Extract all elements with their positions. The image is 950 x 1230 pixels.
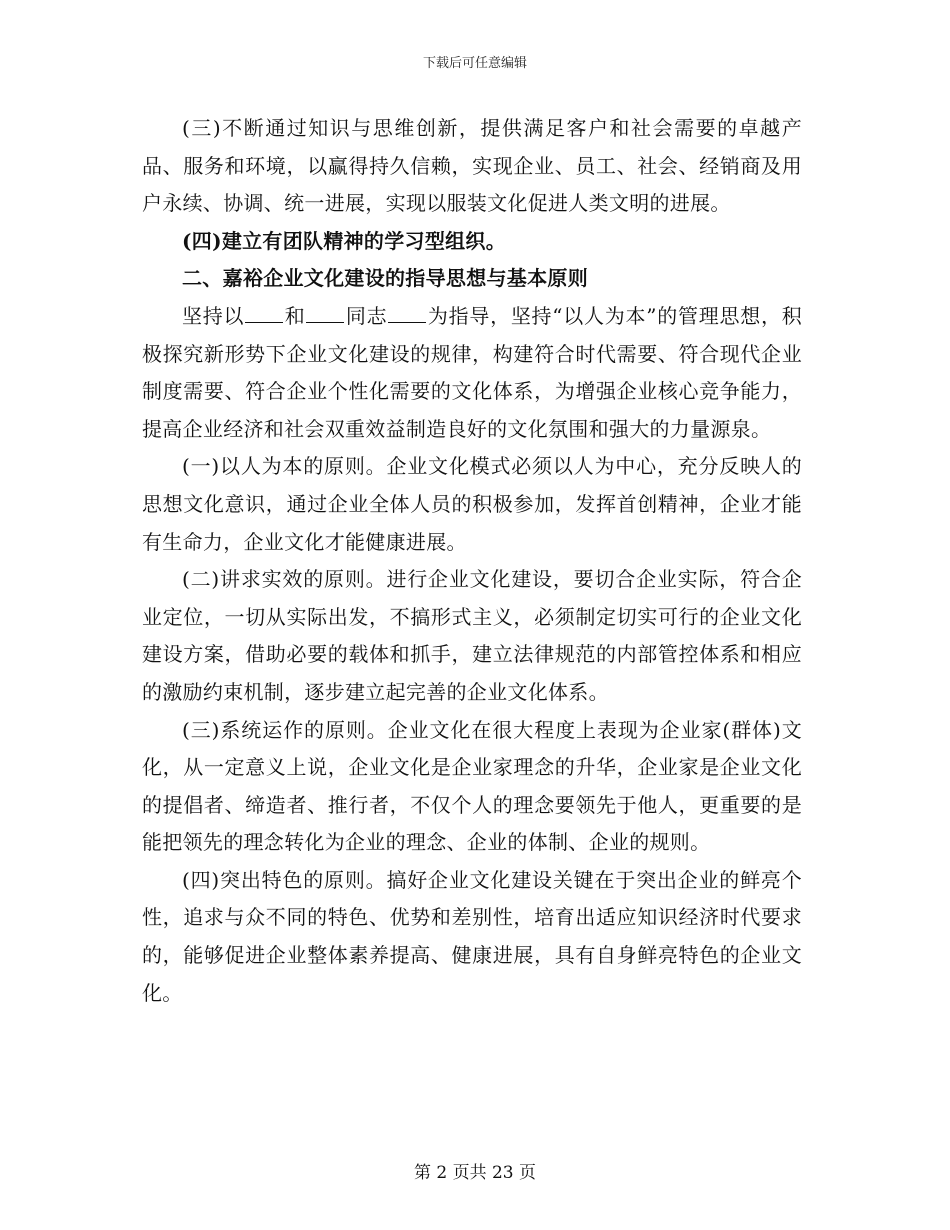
fill-blank	[388, 302, 426, 323]
guiding-text-and: 和	[284, 303, 306, 328]
page-number: 第 2 页共 23 页	[413, 1163, 537, 1183]
guiding-text-comrade: 同志	[345, 303, 388, 328]
paragraph-people-oriented: (一)以人为本的原则。企业文化模式必须以人为中心，充分反映人的思想文化意识，通过企业全体人员的积极参加，发挥首创精神，企业才能有生命力，企业文化才能健康进展。	[142, 454, 802, 554]
download-note: 下载后可任意编辑	[422, 56, 527, 71]
guiding-text-start: 坚持以	[182, 303, 245, 328]
paragraph-learning-organization: (四)建立有团队精神的学习型组织。	[182, 228, 507, 253]
guiding-text-rest: 为指导，坚持“以人为本”的管理思想，积极探究新形势下企业文化建设的规律，构建符合时代需要、符合现代企业制度需要、符合企业个性化需要的文化体系，为增强企业核心竞争能力，提高企业经济和社会双重效益制造良好的文化氛围和强大的力量源泉。	[142, 303, 802, 441]
paragraph-guiding-thought	[142, 298, 802, 448]
paragraph-distinct-features: (四)突出特色的原则。搞好企业文化建设关键在于突出企业的鲜亮个性，追求与众不同的特色、优势和差别性，培育出适应知识经济时代要求的，能够促进企业整体素养提高、健康进展，具有自身鲜亮特色的企业文化。	[142, 867, 802, 1005]
paragraph-system-operation: (三)系统运作的原则。企业文化在很大程度上表现为企业家(群体)文化，从一定意义上说，企业文化是企业家理念的升华，企业家是企业文化的提倡者、缔造者、推行者，不仅个人的理念要领先于他人，更重要的是能把领先的理念转化为企业的理念、企业的体制、企业的规则。	[142, 717, 802, 855]
paragraph-practical-effect: (二)讲求实效的原则。进行企业文化建设，要切合企业实际，符合企业定位，一切从实际出发，不搞形式主义，必须制定切实可行的企业文化建设方案，借助必要的载体和抓手，建立法律规范的内部管控体系和相应的激励约束机制，逐步建立起完善的企业文化体系。	[142, 567, 802, 704]
paragraph-innovation: (三)不断通过知识与思维创新，提供满足客户和社会需要的卓越产品、服务和环境，以赢得持久信赖，实现企业、员工、社会、经销商及用户永续、协调、统一进展，实现以服装文化促进人类文明的进展。	[142, 116, 802, 216]
fill-blank	[245, 302, 283, 323]
fill-blank	[306, 302, 344, 323]
section-heading-principles: 二、嘉裕企业文化建设的指导思想与基本原则	[182, 266, 588, 291]
document-body	[142, 110, 802, 1012]
